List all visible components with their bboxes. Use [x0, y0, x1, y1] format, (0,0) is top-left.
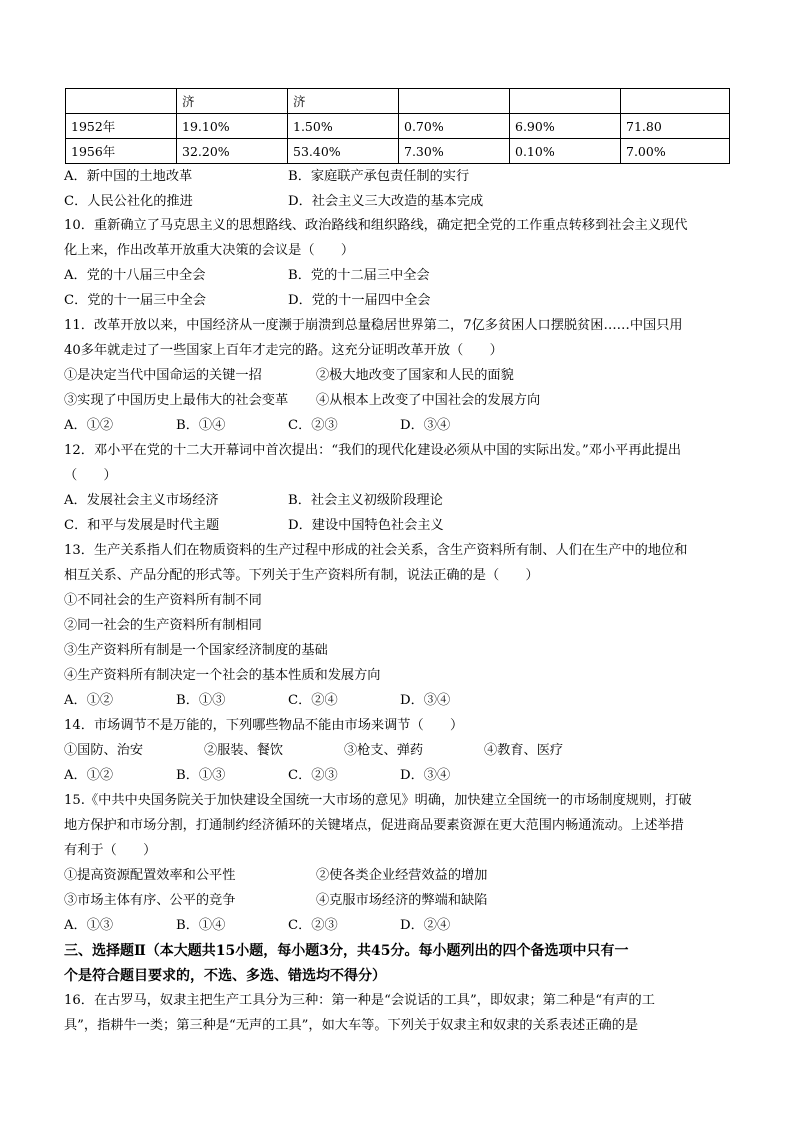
q11-option-b[interactable]: B．①④: [176, 418, 226, 433]
q15-stem-line: 15.《中共中央国务院关于加快建设全国统一大市场的意见》明确，加快建立全国统一的市场制度规则，打破: [64, 793, 692, 808]
table-cell: 7.30%: [399, 139, 510, 164]
q14-option-a[interactable]: A．①②: [64, 768, 114, 783]
q15-option-d[interactable]: D．②④: [400, 918, 451, 933]
table-cell: [510, 89, 621, 114]
table-row: [66, 89, 730, 114]
q12-option-c[interactable]: C．和平与发展是时代主题: [64, 518, 220, 533]
q12-option-b[interactable]: B．社会主义初级阶段理论: [288, 493, 443, 508]
q12-option-d[interactable]: D．建设中国特色社会主义: [288, 518, 444, 533]
q15-option-b[interactable]: B．①④: [176, 918, 226, 933]
table-cell: [621, 89, 730, 114]
q10-option-a[interactable]: A．党的十八届三中全会: [64, 268, 206, 283]
q11-statement: ②极大地改变了国家和人民的面貌: [316, 368, 514, 383]
table-cell: [66, 89, 177, 114]
q14-option-b[interactable]: B．①③: [176, 768, 226, 783]
q15-statement: ④克服市场经济的弊端和缺陷: [316, 893, 488, 908]
q9-option-c[interactable]: C．人民公社化的推进: [64, 194, 193, 209]
table-cell: 19.10%: [177, 114, 288, 139]
data-table: [65, 88, 730, 164]
table-cell: 济: [177, 89, 288, 114]
table-cell: 7.00%: [621, 139, 730, 164]
q11-stem-line: 40多年就走过了一些国家上百年才走完的路。这充分证明改革开放（ ）: [64, 343, 503, 358]
q11-option-d[interactable]: D．③④: [400, 418, 451, 433]
q12-stem-line: 12．邓小平在党的十二大开幕词中首次提出：“我们的现代化建设必须从中国的实际出发。”邓小平再此提出: [64, 443, 682, 458]
q14-option-d[interactable]: D．③④: [400, 768, 451, 783]
q13-option-c[interactable]: C．②④: [288, 693, 338, 708]
table-cell: 32.20%: [177, 139, 288, 164]
table-cell: [399, 89, 510, 114]
q15-stem-line: 地方保护和市场分割，打通制约经济循环的关键堵点，促进商品要素资源在更大范围内畅通流动。上述举措: [64, 818, 684, 833]
q13-stem-line: 相互关系、产品分配的形式等。下列关于生产资料所有制，说法正确的是（ ）: [64, 568, 539, 583]
q14-statement: ①国防、治安: [64, 743, 144, 758]
table-cell: 0.70%: [399, 114, 510, 139]
q15-option-c[interactable]: C．②③: [288, 918, 338, 933]
q13-stem-line: 13．生产关系指人们在物质资料的生产过程中形成的社会关系，含生产资料所有制、人们在生产中的地位和: [64, 543, 688, 558]
q10-option-d[interactable]: D．党的十一届四中全会: [288, 293, 431, 308]
q14-statement: ②服装、餐饮: [204, 743, 284, 758]
q12-stem-line: （ ）: [64, 468, 117, 483]
q12-option-a[interactable]: A．发展社会主义市场经济: [64, 493, 219, 508]
q15-option-a[interactable]: A．①③: [64, 918, 114, 933]
q13-statement: ③生产资料所有制是一个国家经济制度的基础: [64, 643, 328, 658]
q13-statement: ②同一社会的生产资料所有制相同: [64, 618, 262, 633]
q11-option-a[interactable]: A．①②: [64, 418, 114, 433]
table-row: [66, 114, 730, 139]
section-heading: 个是符合题目要求的，不选、多选、错选均不得分）: [64, 968, 386, 984]
q10-option-c[interactable]: C．党的十一届三中全会: [64, 293, 206, 308]
q14-statement: ③枪支、弹药: [344, 743, 424, 758]
q15-statement: ①提高资源配置效率和公平性: [64, 868, 236, 883]
q9-option-a[interactable]: A．新中国的土地改革: [64, 169, 193, 184]
q16-stem-line: 16．在古罗马，奴隶主把生产工具分为三种：第一种是“会说话的工具”，即奴隶；第二种是“有声的工: [64, 993, 655, 1008]
q11-option-c[interactable]: C．②③: [288, 418, 338, 433]
q15-statement: ②使各类企业经营效益的增加: [316, 868, 488, 883]
q13-option-d[interactable]: D．③④: [400, 693, 451, 708]
q11-statement: ①是决定当代中国命运的关键一招: [64, 368, 262, 383]
table-cell: 0.10%: [510, 139, 621, 164]
table-cell: 1956年: [66, 139, 177, 164]
table-cell: 济: [288, 89, 399, 114]
table-cell: 53.40%: [288, 139, 399, 164]
table-cell: 1.50%: [288, 114, 399, 139]
table-cell: 71.80: [621, 114, 730, 139]
q13-statement: ④生产资料所有制决定一个社会的基本性质和发展方向: [64, 668, 381, 683]
q13-statement: ①不同社会的生产资料所有制不同: [64, 593, 262, 608]
q10-stem-line: 10．重新确立了马克思主义的思想路线、政治路线和组织路线，确定把全党的工作重点转移到社会主义现代: [64, 218, 688, 233]
q9-option-d[interactable]: D．社会主义三大改造的基本完成: [288, 194, 484, 209]
q13-option-a[interactable]: A．①②: [64, 693, 114, 708]
q15-stem-line: 有利于（ ）: [64, 843, 157, 858]
q14-option-c[interactable]: C．②③: [288, 768, 338, 783]
q14-stem-line: 14．市场调节不是万能的，下列哪些物品不能由市场来调节（ ）: [64, 718, 464, 733]
q11-stem-line: 11．改革开放以来，中国经济从一度濒于崩溃到总量稳居世界第二，7亿多贫困人口摆脱贫困……中国只用: [64, 318, 683, 333]
section-heading: 三、选择题Ⅱ（本大题共15小题，每小题3分，共45分。每小题列出的四个备选项中只有一: [64, 943, 629, 959]
q10-stem-line: 化上来，作出改革开放重大决策的会议是（ ）: [64, 243, 355, 258]
table-cell: 1952年: [66, 114, 177, 139]
q10-option-b[interactable]: B．党的十二届三中全会: [288, 268, 430, 283]
q11-statement: ③实现了中国历史上最伟大的社会变革: [64, 393, 289, 408]
q14-statement: ④教育、医疗: [484, 743, 564, 758]
q11-statement: ④从根本上改变了中国社会的发展方向: [316, 393, 541, 408]
q16-stem-line: 具”，指耕牛一类；第三种是“无声的工具”，如大车等。下列关于奴隶主和奴隶的关系表述正确的是: [64, 1018, 639, 1033]
q15-statement: ③市场主体有序、公平的竞争: [64, 893, 236, 908]
table-row: [66, 139, 730, 164]
table-cell: 6.90%: [510, 114, 621, 139]
q13-option-b[interactable]: B．①③: [176, 693, 226, 708]
q9-option-b[interactable]: B．家庭联产承包责任制的实行: [288, 169, 470, 184]
